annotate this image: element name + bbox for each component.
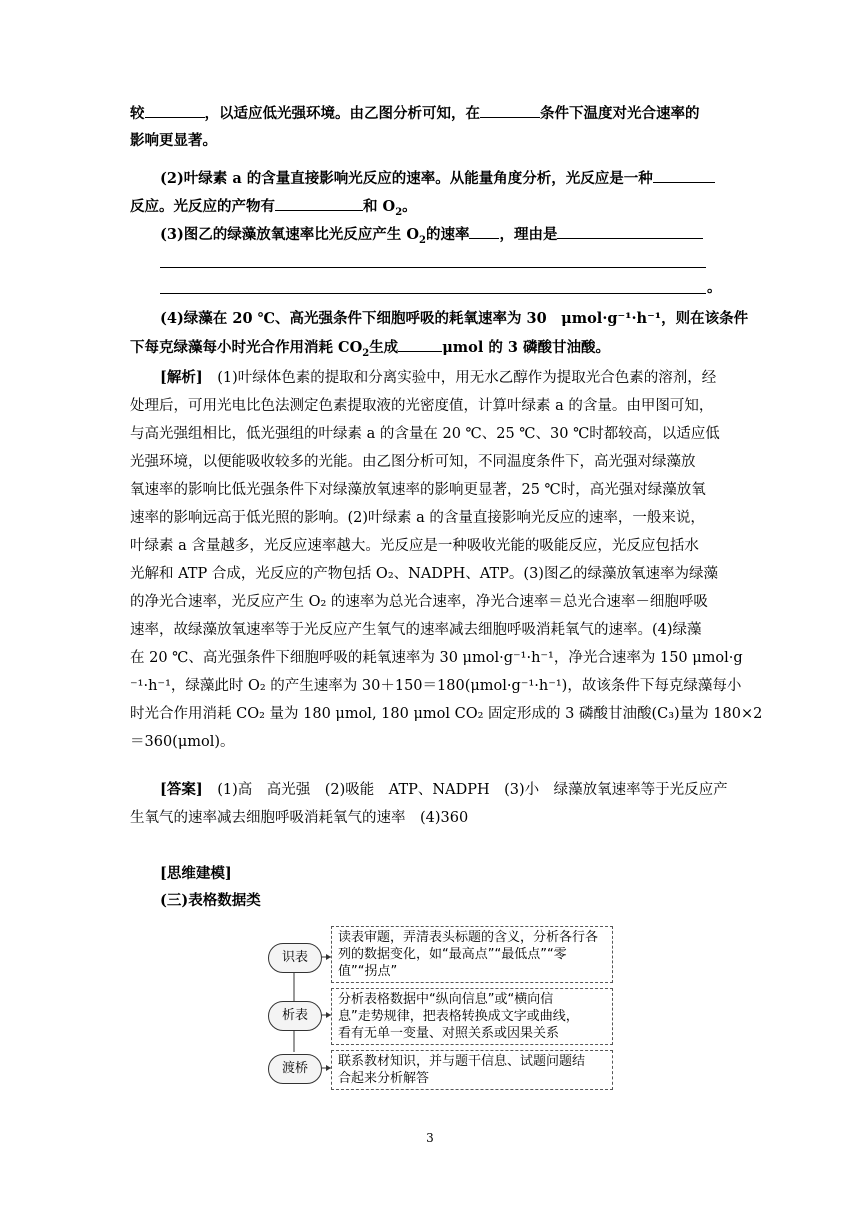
question-line: 反应。光反应的产物有 和 $O_2$。: [130, 198, 417, 218]
analysis-line: ＝360(μmol)。: [130, 734, 235, 750]
analysis-line: 速率，故绿藻放氧速率等于光反应产生氧气的速率减去细胞呼吸消耗氧气的速率。(4)绿藻: [130, 622, 702, 638]
flow-box-text: 分析表格数据中“纵向信息”或“横向信: [338, 992, 554, 1007]
answer-line: [答案] (1)高 高光强 (2)吸能 ATP、NADPH (3)小 绿藻放氧速率等于光反应产: [160, 781, 728, 798]
flow-box-text: 列的数据变化，如“最高点”“最低点”“零: [338, 947, 567, 962]
question-line: 。: [707, 279, 722, 296]
question-line: 下每克绿藻每小时光合作用消耗 $CO_2$生成 μmol 的 3 磷酸甘油酸。: [130, 339, 611, 359]
question-line: (2)叶绿素 a 的含量直接影响光反应的速率。从能量角度分析，光反应是一种: [160, 168, 732, 189]
analysis-line: 速率的影响远高于低光照的影响。(2)叶绿素 a 的含量直接影响光反应的速率，一般来说，: [130, 510, 705, 526]
flow-box-text: 息”走势规律，把表格转换成文字或曲线，: [338, 1009, 579, 1024]
analysis-line: 与高光强组相比，低光强组的叶绿素 a 的含量在 20 ℃、25 ℃、30 ℃时都较高，以适应低: [130, 426, 720, 442]
analysis-line: [解析] (1)叶绿体色素的提取和分离实验中，用无水乙醇作为提取光合色素的溶剂，经: [160, 369, 717, 386]
page-number: 3: [426, 1131, 434, 1145]
flow-box-text: 值”“拐点”: [338, 964, 398, 979]
analysis-line: 叶绿素 a 含量越多，光反应速率越大。光反应是一种吸收光能的吸能反应，光反应包括水: [130, 538, 699, 554]
question-line: 影响更显著。: [130, 132, 217, 149]
flow-box-text: 合起来分析解答: [338, 1071, 430, 1086]
answer-line: 生氧气的速率减去细胞呼吸消耗氧气的速率 (4)360: [130, 810, 469, 826]
analysis-line: 光强环境，以便能吸收较多的光能。由乙图分析可知，不同温度条件下，高光强对绿藻放: [130, 454, 696, 470]
flow-box-text: 读表审题，弄清表头标题的含义，分析各行各: [338, 930, 599, 945]
question-line: 较 ，以适应低光强环境。由乙图分析可知，在 条件下温度对光合速率的: [130, 105, 700, 122]
question-line: (4)绿藻在 20 ℃、高光强条件下细胞呼吸的耗氧速率为 30 μmol·g⁻¹·h⁻¹，则在该条件: [160, 310, 749, 327]
flow-node-read-table: 识表: [268, 943, 322, 973]
section-heading: [思维建模]: [160, 865, 232, 882]
flow-node-bridge: 渡桥: [268, 1054, 322, 1084]
analysis-line: 光解和 ATP 合成，光反应的产物包括 O₂、NADPH、ATP。(3)图乙的绿藻放氧速率为绿藻: [130, 566, 718, 582]
analysis-line: 氧速率的影响比低光强条件下对绿藻放氧速率的影响更显著，25 ℃时，高光强对绿藻放氧: [130, 482, 706, 498]
analysis-line: 在 20 ℃、高光强条件下细胞呼吸的耗氧速率为 30 μmol·g⁻¹·h⁻¹，净光合速率为 150 μmol·g: [130, 650, 743, 666]
flow-node-analyze-table: 析表: [268, 1001, 322, 1031]
analysis-line: 时光合作用消耗 CO₂ 量为 180 μmol, 180 μmol CO₂ 固定形成的 3 磷酸甘油酸(C₃)量为 180×2: [130, 706, 763, 722]
flow-box-read-table: [331, 926, 613, 983]
question-line: (3)图乙的绿藻放氧速率比光反应产生 $O_2$的速率 ，理由是: [160, 224, 732, 245]
flow-box-bridge: [331, 1050, 613, 1090]
analysis-line: 的净光合速率，光反应产生 O₂ 的速率为总光合速率，净光合速率＝总光合速率－细胞呼吸: [130, 594, 708, 610]
analysis-line: ⁻¹·h⁻¹，绿藻此时 O₂ 的产生速率为 30＋150＝180(μmol·g⁻¹·h⁻¹)，故该条件下每克绿藻每小: [130, 678, 742, 694]
section-heading: (三)表格数据类: [160, 892, 261, 909]
flow-box-text: 联系教材知识，并与题干信息、试题问题结: [338, 1054, 586, 1069]
flow-box-analyze-table: [331, 988, 613, 1045]
flow-box-text: 看有无单一变量、对照关系或因果关系: [338, 1026, 560, 1041]
analysis-line: 处理后，可用光电比色法测定色素提取液的光密度值，计算叶绿素 a 的含量。由甲图可知，: [130, 398, 714, 414]
